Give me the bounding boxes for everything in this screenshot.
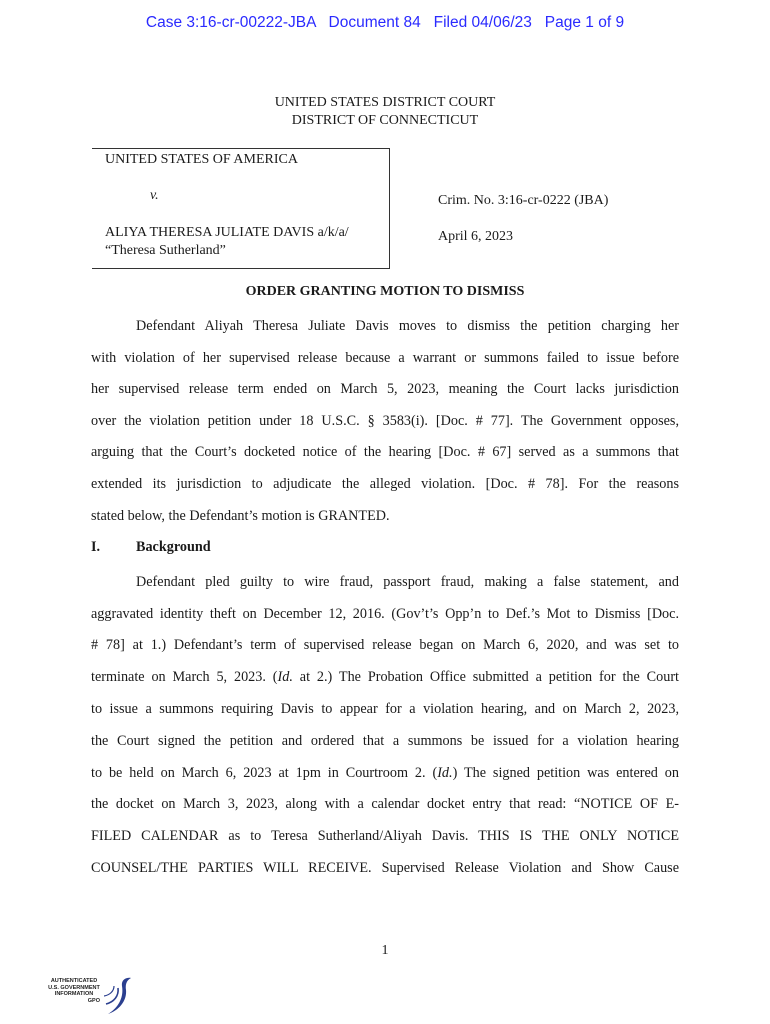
text-run: at 2.) The Probation Office submitted a petition for the Court bbox=[292, 669, 679, 685]
court-line-2: DISTRICT OF CONNECTICUT bbox=[291, 113, 479, 128]
paragraph-2-line: FILED CALENDAR as to Teresa Sutherland/Aliyah Davis. THIS IS THE ONLY NOTICE bbox=[91, 828, 679, 844]
paragraph-1-line: her supervised release term ended on March 5, 2023, meaning the Court lacks jurisdiction bbox=[91, 381, 679, 397]
gpo-seal-line: GPO bbox=[87, 997, 100, 1004]
paragraph-2-line bbox=[91, 668, 679, 686]
paragraph-2-line: the docket on March 3, 2023, along with a calendar docket entry that read: “NOTICE OF E- bbox=[91, 796, 679, 812]
paragraph-1-line: with violation of her supervised release because a warrant or summons failed to issue before bbox=[91, 350, 679, 366]
paragraph-2-line: Defendant pled guilty to wire fraud, passport fraud, making a false statement, and bbox=[136, 574, 679, 590]
text-run: terminate on March 5, 2023. ( bbox=[91, 669, 278, 685]
order-title: ORDER GRANTING MOTION TO DISMISS bbox=[245, 284, 525, 299]
caption-plaintiff: UNITED STATES OF AMERICA bbox=[105, 152, 298, 167]
paragraph-2-line: aggravated identity theft on December 12, 2016. (Gov’t’s Opp’n to Def.’s Mot to Dismiss [Doc. bbox=[91, 606, 679, 622]
court-name bbox=[0, 94, 770, 130]
text-run: ) The signed petition was entered on bbox=[452, 765, 679, 781]
paragraph-1-line: extended its jurisdiction to adjudicate the alleged violation. [Doc. # 78]. For the reasons bbox=[91, 476, 679, 492]
order-date: April 6, 2023 bbox=[438, 229, 514, 244]
court-line-1: UNITED STATES DISTRICT COURT bbox=[274, 95, 496, 110]
paragraph-1-line: stated below, the Defendant’s motion is GRANTED. bbox=[91, 508, 390, 524]
paragraph-1-line: arguing that the Court’s docketed notice of the hearing [Doc. # 67] served as a summons that bbox=[91, 444, 679, 460]
text-run: to be held on March 6, 2023 at 1pm in Courtroom 2. ( bbox=[91, 765, 438, 781]
gpo-authentication-seal bbox=[44, 974, 134, 1018]
caption-versus: v. bbox=[150, 188, 159, 203]
paragraph-1-line: over the violation petition under 18 U.S.C. § 3583(i). [Doc. # 77]. The Government opposes, bbox=[91, 413, 679, 429]
caption-defendant-line-2: “Theresa Sutherland” bbox=[105, 243, 226, 258]
paragraph-2-line: to issue a summons requiring Davis to appear for a violation hearing, and on March 2, 2023, bbox=[91, 701, 679, 717]
section-number: I. bbox=[91, 539, 101, 555]
page-number: 1 bbox=[381, 943, 389, 958]
gpo-seal-text bbox=[44, 978, 104, 1004]
citation-id: Id. bbox=[277, 669, 293, 685]
gpo-seal-line: AUTHENTICATED bbox=[50, 978, 98, 984]
gpo-seal-line: U.S. GOVERNMENT bbox=[48, 984, 100, 991]
caption-defendant bbox=[105, 224, 385, 260]
gpo-eagle-icon bbox=[104, 974, 134, 1018]
paragraph-2-line bbox=[91, 764, 679, 782]
citation-id: Id. bbox=[437, 765, 453, 781]
case-number: Crim. No. 3:16-cr-0222 (JBA) bbox=[438, 193, 609, 208]
caption-defendant-line-1: ALIYA THERESA JULIATE DAVIS a/k/a/ bbox=[105, 225, 349, 240]
case-header-stamp: Case 3:16-cr-00222-JBA Document 84 Filed 04/06/23 Page 1 of 9 bbox=[145, 14, 625, 31]
section-title: Background bbox=[136, 539, 211, 555]
gpo-seal-line: INFORMATION bbox=[54, 991, 94, 997]
paragraph-2-line: # 78] at 1.) Defendant’s term of supervised release began on March 6, 2020, and was set to bbox=[91, 637, 679, 653]
paragraph-2-line: COUNSEL/THE PARTIES WILL RECEIVE. Supervised Release Violation and Show Cause bbox=[91, 860, 679, 876]
paragraph-2-line: the Court signed the petition and ordered that a summons be issued for a violation hearing bbox=[91, 733, 679, 749]
paragraph-1-line: Defendant Aliyah Theresa Juliate Davis moves to dismiss the petition charging her bbox=[136, 318, 679, 334]
